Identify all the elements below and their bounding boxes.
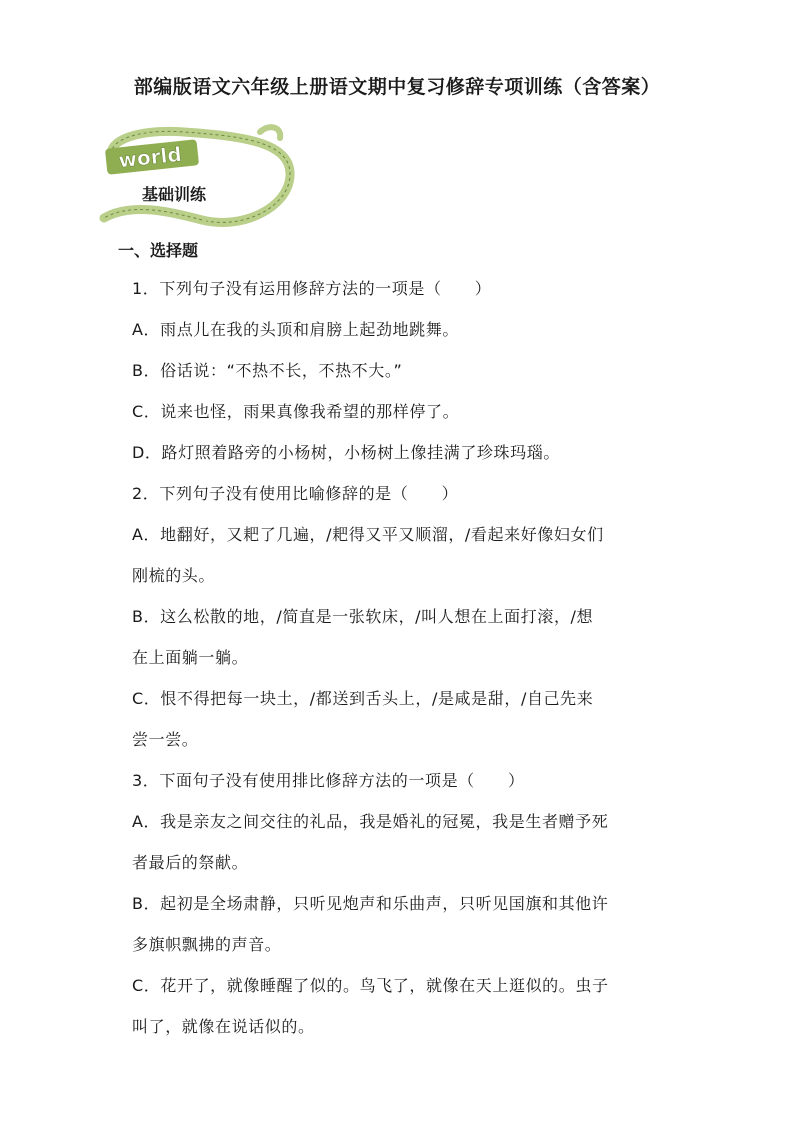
option-line: B．这么松散的地，/简直是一张软床，/叫人想在上面打滚，/想 xyxy=(132,607,594,626)
option-line-continued: 多旗帜飘拂的声音。 xyxy=(132,935,282,954)
option-b: B．俗话说：“不热不长，不热不大。” xyxy=(132,361,403,380)
option-a xyxy=(132,803,672,885)
option-line-continued: 在上面躺一躺。 xyxy=(132,648,249,667)
option-line-continued: 刚梳的头。 xyxy=(132,566,216,585)
option-a xyxy=(132,516,672,598)
option-a: A．雨点儿在我的头顶和肩膀上起劲地跳舞。 xyxy=(132,320,459,339)
question-stem: 1．下列句子没有运用修辞方法的一项是（ ） xyxy=(132,279,492,298)
option-line: A．我是亲友之间交往的礼品，我是婚礼的冠冕，我是生者赠予死 xyxy=(132,812,609,831)
page-title: 部编版语文六年级上册语文期中复习修辞专项训练（含答案） xyxy=(133,76,661,98)
world-badge-icon xyxy=(92,122,308,234)
option-line: B．起初是全场肃静，只听见炮声和乐曲声，只听见国旗和其他许 xyxy=(132,894,609,913)
option-line: A．地翻好，又耙了几遍，/耙得又平又顺溜，/看起来好像妇女们 xyxy=(132,525,604,544)
question-stem: 3．下面句子没有使用排比修辞方法的一项是（ ） xyxy=(132,771,525,790)
option-b xyxy=(132,598,672,680)
badge-word: world xyxy=(117,141,183,173)
option-line-continued: 尝一尝。 xyxy=(132,730,199,749)
badge-label: 基础训练 xyxy=(142,185,207,204)
option-c: C．说来也怪，雨果真像我希望的那样停了。 xyxy=(132,402,460,421)
section-heading: 一、选择题 xyxy=(118,241,199,260)
option-c xyxy=(132,967,672,1049)
question-stem: 2．下列句子没有使用比喻修辞的是（ ） xyxy=(132,484,459,503)
option-line-continued: 叫了，就像在说话似的。 xyxy=(132,1017,315,1036)
option-line-continued: 者最后的祭献。 xyxy=(132,853,249,872)
option-c xyxy=(132,680,672,762)
option-line: C．恨不得把每一块土，/都送到舌头上，/是咸是甜，/自己先来 xyxy=(132,689,594,708)
question-list xyxy=(132,270,672,1049)
option-b xyxy=(132,885,672,967)
option-line: C．花开了，就像睡醒了似的。鸟飞了，就像在天上逛似的。虫子 xyxy=(132,976,609,995)
option-d: D．路灯照着路旁的小杨树，小杨树上像挂满了珍珠玛瑙。 xyxy=(132,443,560,462)
